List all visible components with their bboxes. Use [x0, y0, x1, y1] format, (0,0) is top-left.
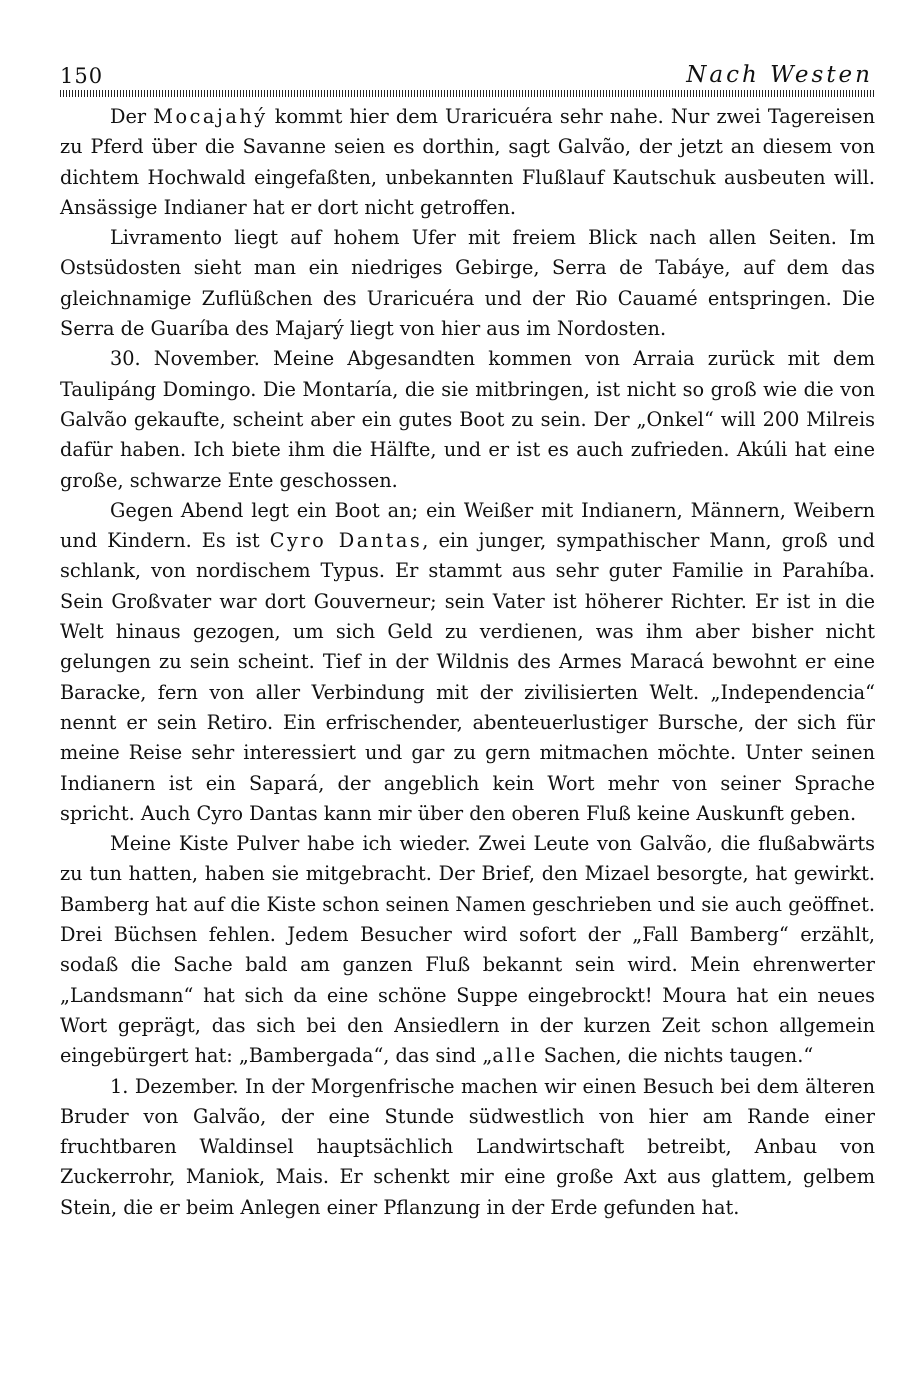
header-rule: [60, 90, 875, 97]
paragraph-4: [60, 496, 875, 829]
paragraph-5-pre: Meine Kiste Pulver habe ich wieder. Zwei Leute von Galvão, die flußabwärts zu tun hatten, haben sie mitgebracht. Der Brief, den Mizael besorgte, hat gewirkt. Bamberg hat auf die Kiste schon seinen Namen geschrieben und sie auch geöffnet. Drei Büchsen fehlen. Jedem Besucher wird sofort der „Fall Bamberg“ erzählt, sodaß die Sache bald am ganzen Fluß bekannt sein wird. Mein ehrenwerter „Landsmann“ hat sich da eine schöne Suppe eingebrockt! Moura hat ein neues Wort geprägt, das sich bei den Ansiedlern in der kurzen Zeit schon allgemein eingebürgert hat: „Bambergada“, das sind „: [60, 832, 875, 1068]
paragraph-5-post: Sachen, die nichts taugen.“: [537, 1044, 814, 1068]
paragraph-1-post: kommt hier dem Uraricuéra sehr nahe. Nur zwei Tagereisen zu Pferd über die Savanne seien es dorthin, sagt Galvão, der jetzt an diesem von dichtem Hochwald eingefaßten, unbekannten Flußlauf Kautschuk ausbeuten will. Ansässige Indianer hat er dort nicht getroffen.: [60, 105, 876, 219]
paragraph-4-pre: Gegen Abend legt ein Boot an; ein Weißer mit Indianern, Männern, Weibern und Kindern. Es ist: [60, 498, 875, 553]
paragraph-1: [60, 102, 875, 223]
paragraph-1-spaced: Mocajahý: [153, 105, 268, 128]
paragraph-2: Livramento liegt auf hohem Ufer mit freiem Blick nach allen Seiten. Im Ostsüdosten sieht man ein niedriges Gebirge, Serra de Tabáye, auf dem das gleichnamige Zuflüßchen des Uraricuéra und der Rio Cauamé entspringen. Die Serra de Guaríba des Majarý liegt von hier aus im Nordosten.: [60, 226, 875, 341]
paragraph-1-pre: Der: [110, 105, 154, 128]
paragraph-4-spaced: Cyro Dantas: [269, 529, 423, 553]
running-title: Nach Westen: [686, 62, 873, 88]
paragraph-4-post: , ein junger, sympathischer Mann, groß und schlank, von nordischem Typus. Er stammt aus sehr guter Familie in Parahíba. Sein Großvater war dort Gouverneur; sein Vater ist höherer Richter. Er ist in die Welt hinaus gezogen, um sich Geld zu verdienen, was ihm aber bisher nicht gelungen zu sein scheint. Tief in der Wildnis des Armes Maracá bewohnt er eine Baracke, fern von aller Verbindung mit der zivilisierten Welt. „Independencia“ nennt er sein Retiro. Ein erfrischender, abenteuerlustiger Bursche, der sich für meine Reise sehr interessiert und gar zu gern mitmachen möchte. Unter seinen Indianern ist ein Sapará, der angeblich kein Wort mehr von seiner Sprache spricht. Auch Cyro Dantas kann mir über den oberen Fluß keine Auskunft geben.: [60, 529, 875, 825]
paragraph-5-spaced: alle: [492, 1044, 538, 1068]
body-text: [60, 102, 875, 1223]
paragraph-3: 30. November. Meine Abgesandten kommen von Arraia zurück mit dem Taulipáng Domingo. Die Montaría, die sie mitbringen, ist nicht so groß wie die von Galvão gekaufte, scheint aber ein gutes Boot zu sein. Der „Onkel“ will 200 Milreis dafür haben. Ich biete ihm die Hälfte, und er ist es auch zufrieden. Akúli hat eine große, schwarze Ente geschossen.: [60, 347, 875, 492]
paragraph-5: [60, 829, 875, 1071]
book-page: [60, 62, 875, 1223]
page-number: 150: [60, 64, 104, 88]
page-header: [60, 62, 875, 92]
paragraph-6: 1. Dezember. In der Morgenfrische machen wir einen Besuch bei dem älteren Bruder von Galvão, der eine Stunde südwestlich von hier am Rande einer fruchtbaren Waldinsel hauptsächlich Landwirtschaft betreibt, Anbau von Zuckerrohr, Maniok, Mais. Er schenkt mir eine große Axt aus glattem, gelbem Stein, die er beim Anlegen einer Pflanzung in der Erde gefunden hat.: [60, 1074, 875, 1219]
